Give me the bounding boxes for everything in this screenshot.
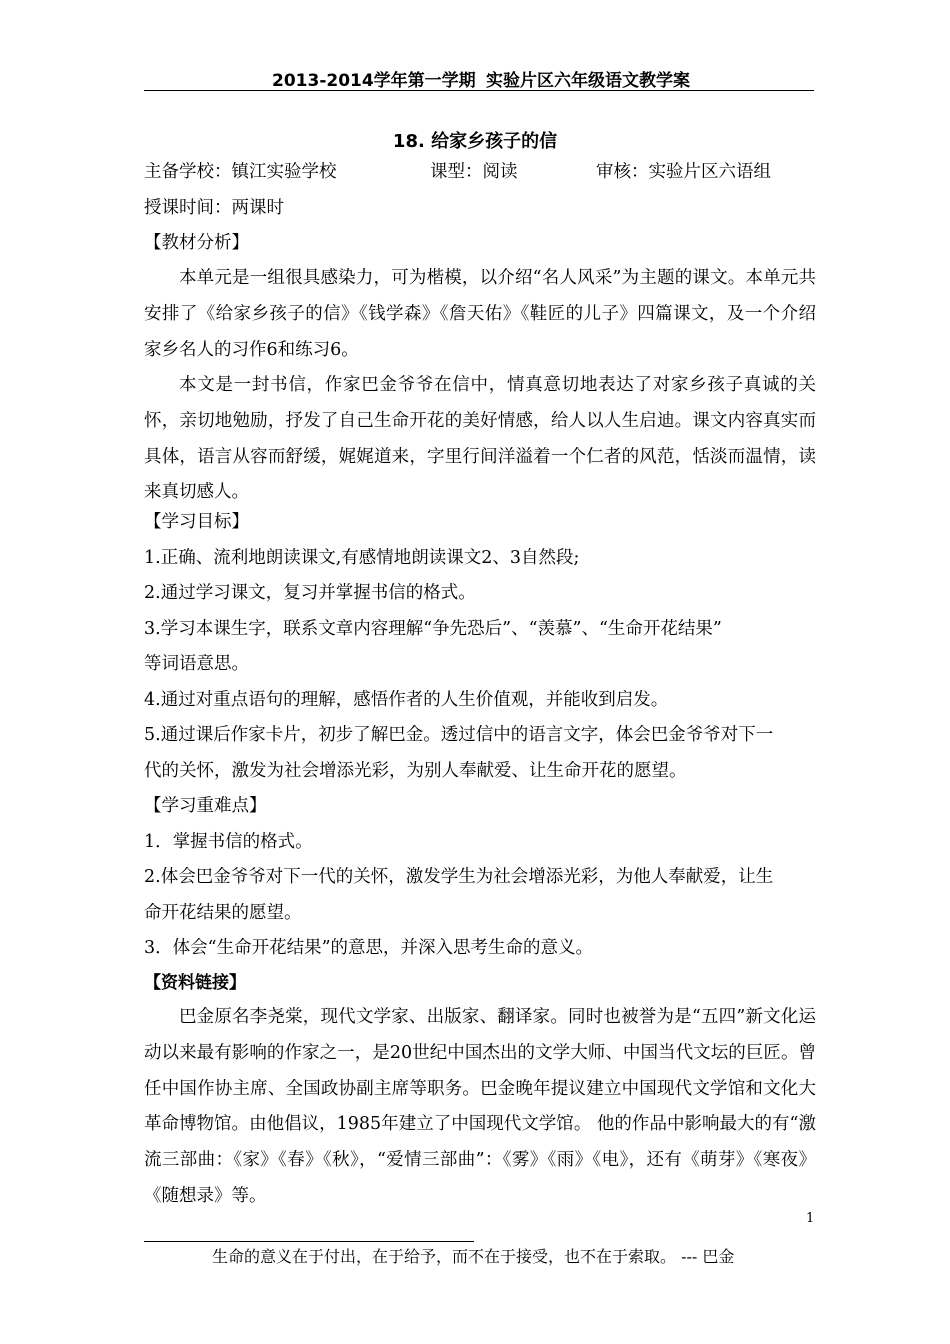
goal-item: 等词语意思。 xyxy=(144,654,249,674)
footer-quote: 生命的意义在于付出，在于给予，而不在于接受，也不在于索取。 --- 巴金 xyxy=(212,1247,735,1266)
goal-item: 5.通过课后作家卡片，初步了解巴金。透过信中的语言文字，体会巴金爷爷对下一 xyxy=(144,725,774,745)
key-point-item: 1．掌握书信的格式。 xyxy=(144,832,313,852)
key-point-item: 2.体会巴金爷爷对下一代的关怀，激发学生为社会增添光彩，为他人奉献爱，让生 xyxy=(144,867,774,887)
meta-review: 审核：实验片区六语组 xyxy=(596,162,771,182)
lesson-title: 18. 给家乡孩子的信 xyxy=(392,131,558,152)
analysis-paragraph-2: 本文是一封书信，作家巴金爷爷在信中，情真意切地表达了对家乡孩子真诚的关怀，亲切地勉励，抒发了自己生命开花的美好情感，给人以人生启迪。课文内容真实而具体，语言从容而舒缓，娓娓道来，字里行间洋溢着一个仁者的风范，恬淡而温情，读来真切感人。 xyxy=(144,375,816,503)
key-point-item: 3．体会“生命开花结果”的意思，并深入思考生命的意义。 xyxy=(144,938,594,958)
link-paragraph: 巴金原名李尧棠，现代文学家、出版家、翻译家。同时也被誉为是“五四”新文化运动以来最有影响的作家之一，是20世纪中国杰出的文学大师、中国当代文坛的巨匠。曾任中国作协主席、全国政协副主席等职务。巴金晚年提议建立中国现代文学馆和文化大革命博物馆。由他倡议，1985年建立了中国现代文学馆。 他的作品中影响最大的有“激流三部曲：《家》《春》《秋》，“爱情三部曲”：《雾》《雨》《电》，还有《萌芽》《寒夜》《随想录》等。 xyxy=(144,1007,816,1206)
goal-item: 1.正确、流利地朗读课文,有感情地朗读课文2、3自然段; xyxy=(144,548,580,568)
meta-type: 课型：阅读 xyxy=(430,162,518,182)
key-point-item: 命开花结果的愿望。 xyxy=(144,903,302,923)
analysis-paragraph-1: 本单元是一组很具感染力，可为楷模，以介绍“名人风采”为主题的课文。本单元共安排了《给家乡孩子的信》《钱学森》《詹天佑》《鞋匠的儿子》四篇课文，及一个介绍家乡名人的习作6和练习6。 xyxy=(144,268,816,360)
goal-item: 代的关怀，激发为社会增添光彩，为别人奉献爱、让生命开花的愿望。 xyxy=(144,761,687,781)
goal-item: 2.通过学习课文，复习并掌握书信的格式。 xyxy=(144,583,476,603)
section-analysis-heading: 【教材分析】 xyxy=(144,233,249,253)
header-term: 2013-2014学年第一学期 xyxy=(272,71,476,91)
footer-divider xyxy=(144,1241,474,1242)
section-link-heading: 【资料链接】 xyxy=(144,973,246,993)
page-header xyxy=(144,64,814,91)
section-goals-heading: 【学习目标】 xyxy=(144,512,249,532)
goal-item: 3.学习本课生字，联系文章内容理解“争先恐后”、“羡慕”、“生命开花结果” xyxy=(144,619,722,639)
goal-item: 4.通过对重点语句的理解，感悟作者的人生价值观，并能收到启发。 xyxy=(144,690,669,710)
meta-time: 授课时间：两课时 xyxy=(144,198,284,218)
header-doc-title: 实验片区六年级语文教学案 xyxy=(486,71,690,91)
page-number: 1 xyxy=(806,1211,815,1226)
section-key-heading: 【学习重难点】 xyxy=(144,796,267,816)
meta-school: 主备学校：镇江实验学校 xyxy=(144,162,337,182)
